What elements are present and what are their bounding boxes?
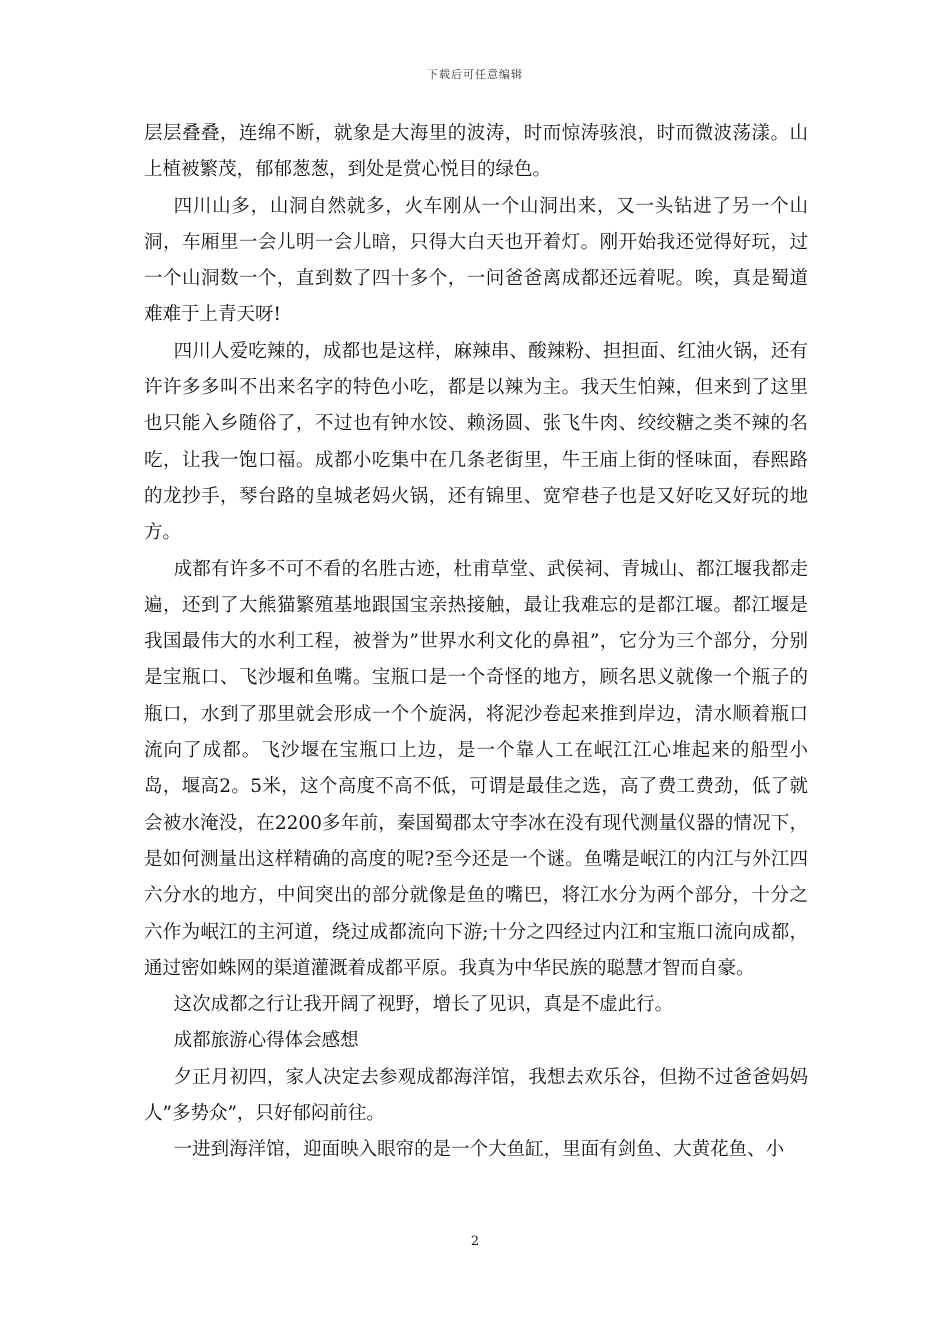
- page-header: 下载后可任意编辑: [427, 68, 523, 81]
- paragraph: 夕正月初四，家人决定去参观成都海洋馆，我想去欢乐谷，但拗不过爸爸妈妈人”多势众”，只好郁闷前往。: [144, 1066, 808, 1125]
- page-number: 2: [470, 1234, 480, 1249]
- paragraph: 四川人爱吃辣的，成都也是这样，麻辣串、酸辣粉、担担面、红油火锅，还有许许多多叫不出来名字的特色小吃，都是以辣为主。我天生怕辣，但来到了这里也只能入乡随俗了，不过也有钟水饺、赖汤圆、张飞牛肉、绞绞糖之类不辣的名吃，让我一饱口福。成都小吃集中在几条老街里，牛王庙上街的怪味面，春熙路的龙抄手，琴台路的皇城老妈火锅，还有锦里、宽窄巷子也是又好吃又好玩的地方。: [144, 340, 808, 544]
- paragraph: 这次成都之行让我开阔了视野，增长了见识，真是不虚此行。: [173, 994, 674, 1016]
- paragraph: 一进到海洋馆，迎面映入眼帘的是一个大鱼缸，里面有剑鱼、大黄花鱼、小: [173, 1139, 785, 1161]
- paragraph: 层层叠叠，连绵不断，就象是大海里的波涛，时而惊涛骇浪，时而微波荡漾。山上植被繁茂，郁郁葱葱，到处是赏心悦目的绿色。: [144, 123, 808, 181]
- paragraph: 成都有许多不可不看的名胜古迹，杜甫草堂、武侯祠、青城山、都江堰我都走遍，还到了大熊猫繁殖基地跟国宝亲热接触，最让我难忘的是都江堰。都江堰是我国最伟大的水利工程，被誉为”世界水利文化的鼻祖”，它分为三个部分，分别是宝瓶口、飞沙堰和鱼嘴。宝瓶口是一个奇怪的地方，顾名思义就像一个瓶子的瓶口，水到了那里就会形成一个个旋涡，将泥沙卷起来推到岸边，清水顺着瓶口流向了成都。飞沙堰在宝瓶口上边，是一个靠人工在岷江江心堆起来的船型小岛，堰高2。5米，这个高度不高不低，可谓是最佳之选，高了费工费劲，低了就会被水淹没，在2200多年前，秦国蜀郡太守李冰在没有现代测量仪器的情况下，是如何测量出这样精确的高度的呢?至今还是一个谜。鱼嘴是岷江的内江与外江四六分水的地方，中间突出的部分就像是鱼的嘴巴，将江水分为两个部分，十分之六作为岷江的主河道，绕过成都流向下游;十分之四经过内江和宝瓶口流向成都，通过密如蛛网的渠道灌溉着成都平原。我真为中华民族的聪慧才智而自豪。: [144, 558, 808, 979]
- section-title: 成都旅游心得体会感想: [173, 1030, 359, 1052]
- paragraph: 四川山多，山洞自然就多，火车刚从一个山洞出来，又一头钻进了另一个山洞，车厢里一会儿明一会儿暗，只得大白天也开着灯。刚开始我还觉得好玩，过一个山洞数一个，直到数了四十多个，一问爸爸离成都还远着呢。唉，真是蜀道难难于上青天呀!: [144, 195, 808, 326]
- document-body: [144, 116, 808, 1169]
